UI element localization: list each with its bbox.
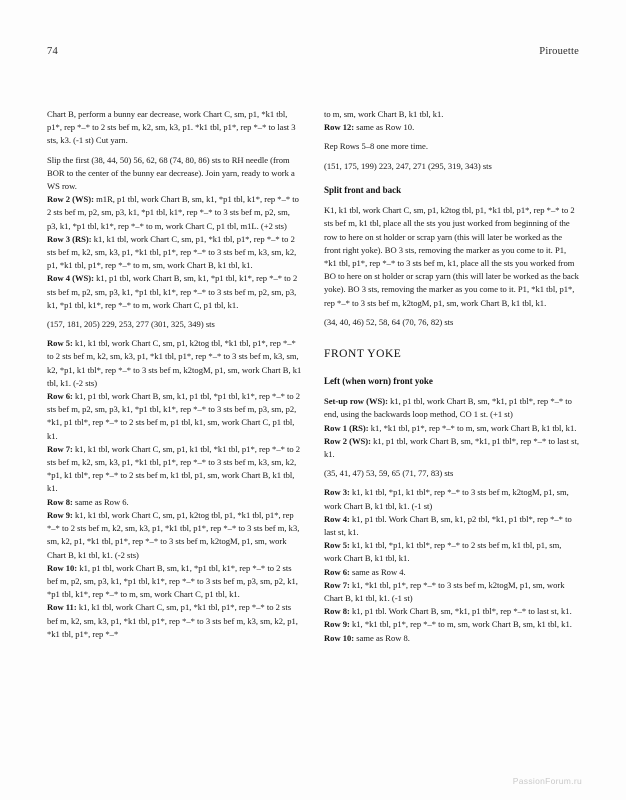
row-text: k1, k1 tbl, work Chart C, sm, p1, k1 tbl, *k1 tbl, p1*, rep *–* to 2 sts bef m, k2, sm, k3, p1, *k1 tbl, p1*, rep *–* to 3 sts bef m, k3, sm, k2, *p1, k1 tbl*, rep *–* to 2 sts bef m, k1 tbl, p1, sm, work Chart B, k1 tbl, k1.	[47, 443, 301, 494]
body-paragraph: Rep Rows 5–8 one more time.	[324, 141, 428, 152]
instruction-row	[324, 435, 579, 461]
instruction-row	[47, 496, 302, 509]
body-paragraph: (34, 40, 46) 52, 58, 64 (70, 76, 82) sts	[324, 316, 454, 327]
row-label: Row 7:	[324, 579, 350, 590]
paragraph-spacer	[324, 329, 579, 346]
instruction-row	[324, 566, 579, 579]
instruction-row	[47, 193, 302, 233]
instruction-row	[324, 121, 579, 134]
body-paragraph: Slip the first (38, 44, 50) 56, 62, 68 (74, 80, 86) sts to RH needle (from BOR to the center of the bunny ear decrease). Join yarn, ready to work a WS row.	[47, 154, 295, 192]
instruction-row	[324, 605, 579, 618]
body-paragraph: Chart B, perform a bunny ear decrease, work Chart C, sm, p1, *k1 tbl, p1*, rep *–* to 2 sts bef m, k2, sm, k3, p1. *k1 tbl, p1*, rep *–* to last 3 sts, k3. (-1 st) Cut yarn.	[47, 109, 296, 146]
instruction-row	[47, 272, 302, 312]
row-label: Row 5:	[47, 338, 73, 349]
row-text: k1, *k1 tbl, p1*, rep *–* to 3 sts bef m, k2togM, p1, sm, work Chart B, k1 tbl, k1. (-1 st)	[324, 579, 565, 604]
row-label: Row 9:	[324, 619, 350, 630]
left-text-column	[47, 108, 302, 748]
instruction-row	[324, 579, 579, 605]
row-label: Row 4 (WS):	[47, 273, 95, 284]
row-label: Row 8:	[47, 496, 73, 507]
row-label: Row 11:	[47, 602, 77, 613]
paragraph-spacer	[324, 364, 579, 376]
row-text: k1, k1 tbl, work Chart C, sm, p1, *k1 tbl, p1*, rep *–* to 2 sts bef m, k2, sm, k3, p1, *k1 tbl, p1*, rep *–* to 3 sts bef m, k3, sm, k2, p1, *k1 tbl, p1*, rep *–* to m, sm, work Chart B, k1 tbl, k1.	[47, 233, 297, 271]
row-text: k1, k1 tbl, work Chart C, sm, p1, k2tog tbl, p1, *k1 tbl, p1*, rep *–* to 2 sts bef m, k2, sm, k3, p1, *k1 tbl, p1*, rep *–* to 3 sts bef m, k3, sm, k2, p1, *k1 tbl, p1*, rep *–* to 3 sts bef m, k2togM, p1, sm, work Chart B, k1 tbl, k1. (-2 sts)	[47, 509, 300, 560]
instruction-row	[47, 443, 302, 496]
row-text: k1, *k1 tbl, p1*, rep *–* to m, sm, work Chart B, k1 tbl, k1.	[368, 422, 577, 433]
row-text: same as Row 4.	[349, 566, 406, 577]
instruction-row	[47, 390, 302, 443]
row-text: k1, p1 tbl. Work Chart B, sm, *k1, p1 tbl*, rep *–* to last st, k1.	[349, 606, 572, 617]
row-text: same as Row 10.	[354, 122, 415, 133]
instruction-row	[324, 632, 579, 645]
instruction-row	[324, 539, 579, 565]
row-label: Row 7:	[47, 443, 73, 454]
instruction-row	[47, 562, 302, 602]
page-number: 74	[47, 46, 58, 57]
instruction-row	[324, 486, 579, 512]
row-text: k1, p1 tbl, work Chart B, sm, k1, p1 tbl, *p1 tbl, k1*, rep *–* to 2 sts bef m, p2, sm, p3, k1, *p1 tbl, k1*, rep *–* to 3 sts bef m, p3, sm, p2, *k1, p1 tbl*, rep *–* to 2 sts bef m, p1 tbl, k1, sm, work Chart C, p1 tbl, k1.	[47, 391, 301, 441]
instruction-row	[47, 233, 302, 273]
body-paragraph: (35, 41, 47) 53, 59, 65 (71, 77, 83) sts	[324, 468, 454, 479]
row-text: k1, k1 tbl, work Chart C, sm, p1, k2tog tbl, *k1 tbl, p1*, rep *–* to 2 sts bef m, k2, sm, k3, p1, *k1 tbl, p1*, rep *–* to 3 sts bef m, k3, sm, k2, *p1, k1 tbl*, rep *–* to 3 sts bef m, k2togM, p1, sm, work Chart B, k1 tbl, k1. (-2 sts)	[47, 338, 302, 388]
row-label: Row 3 (RS):	[47, 233, 92, 244]
row-label: Row 3:	[324, 487, 350, 498]
sub-heading: Left (when worn) front yoke	[324, 376, 433, 387]
row-label: Row 10:	[47, 562, 78, 573]
row-text: k1, k1 tbl, work Chart C, sm, p1, *k1 tbl, p1*, rep *–* to 2 sts bef m, k2, sm, k3, p1, *k1 tbl, p1*, rep *–* to 3 sts bef m, k3, sm, k2, p1, *k1 tbl, p1*, rep *–*	[47, 602, 298, 639]
instruction-row	[47, 337, 302, 390]
row-label: Row 8:	[324, 606, 350, 617]
instruction-row	[324, 422, 579, 435]
instruction-row	[324, 618, 579, 631]
row-text: k1, p1 tbl. Work Chart B, sm, k1, p2 tbl, *k1, p1 tbl*, rep *–* to last st, k1.	[324, 513, 572, 538]
right-text-column	[324, 108, 579, 748]
body-paragraph: to m, sm, work Chart B, k1 tbl, k1.	[324, 109, 444, 119]
body-columns	[47, 108, 579, 748]
row-label: Row 2 (WS):	[47, 194, 95, 205]
row-text: k1, p1 tbl, work Chart B, sm, k1, *p1 tbl, k1*, rep *–* to 2 sts bef m, p2, sm, p3, k1, *p1 tbl, k1*, rep *–* to 3 sts bef m, p3, sm, p2, k1, *p1 tbl, k1*, rep *–* to m, sm, work Chart C, p1 tbl, k1.	[47, 562, 298, 600]
row-label: Set-up row (WS):	[324, 396, 388, 407]
row-label: Row 6:	[324, 566, 350, 577]
row-label: Row 12:	[324, 122, 355, 133]
row-label: Row 2 (WS):	[324, 435, 372, 446]
section-heading: FRONT YOKE	[324, 348, 402, 361]
row-label: Row 1 (RS):	[324, 422, 369, 433]
row-text: k1, p1 tbl, work Chart B, sm, *k1, p1 tbl*, rep *–* to end, using the backwards loop method, CO 1 st. (+1 st)	[324, 396, 572, 420]
row-label: Row 4:	[324, 513, 350, 524]
body-paragraph: K1, k1 tbl, work Chart C, sm, p1, k2tog tbl, p1, *k1 tbl, p1*, rep *–* to 2 sts bef m, k1 tbl, place all the sts you just worked from beginning of the row to here on st holder or scrap yarn (this will later be worked as the front right yoke). BO 3 sts, removing the marker as you come to it. P1, *k1 tbl, p1*, rep *–* to 3 sts bef m, k1, place all the sts you worked from BO to here on st holder or scrap yarn (this will later be worked as the back yoke). BO 3 sts, removing the marker as you come to it. P1, *k1 tbl, p1*, rep *–* to 3 sts bef m, k2togM, p1, sm, work Chart B, k1 tbl, k1.	[324, 205, 579, 308]
instruction-row	[324, 395, 579, 421]
row-label: Row 9:	[47, 509, 73, 520]
running-head	[47, 46, 579, 62]
body-paragraph: (151, 175, 199) 223, 247, 271 (295, 319, 343) sts	[324, 160, 492, 171]
row-text: k1, k1 tbl, *p1, k1 tbl*, rep *–* to 2 sts bef m, k1 tbl, p1, sm, work Chart B, k1 tbl, k1.	[324, 540, 562, 564]
row-text: same as Row 6.	[72, 496, 129, 507]
row-label: Row 5:	[324, 540, 350, 551]
row-label: Row 6:	[47, 391, 73, 402]
instruction-row	[324, 513, 579, 539]
instruction-row	[47, 601, 302, 641]
row-text: k1, p1 tbl, work Chart B, sm, *k1, p1 tbl*, rep *–* to last st, k1.	[324, 435, 579, 459]
paragraph-spacer	[324, 173, 579, 185]
row-label: Row 10:	[324, 632, 355, 643]
row-text: m1R, p1 tbl, work Chart B, sm, k1, *p1 tbl, k1*, rep *–* to 2 sts bef m, p2, sm, p3, k1, *p1 tbl, k1*, rep *–* to 3 sts bef m, p2, sm, p3, k1, *p1 tbl, k1*, rep *–* to m, work Chart C, p1 tbl, m1L. (+2 sts)	[47, 194, 299, 231]
watermark: PassionForum.ru	[512, 776, 582, 786]
instruction-row	[47, 509, 302, 562]
row-text: same as Row 8.	[354, 632, 410, 643]
book-title: Pirouette	[539, 46, 579, 57]
sub-heading: Split front and back	[324, 185, 402, 196]
row-text: k1, p1 tbl, work Chart B, sm, k1, *p1 tbl, k1*, rep *–* to 2 sts bef m, p2, sm, p3, k1, *p1 tbl, k1*, rep *–* to 3 sts bef m, p2, sm, p3, k1, *p1 tbl, k1*, rep *–* to m, work Chart C, p1 tbl, k1.	[47, 273, 298, 310]
body-paragraph: (157, 181, 205) 229, 253, 277 (301, 325, 349) sts	[47, 319, 215, 330]
row-text: k1, k1 tbl, *p1, k1 tbl*, rep *–* to 3 sts bef m, k2togM, p1, sm, work Chart B, k1 tbl, k1. (-1 st)	[324, 487, 569, 511]
row-text: k1, *k1 tbl, p1*, rep *–* to m, sm, work Chart B, sm, k1 tbl, k1.	[349, 619, 572, 630]
